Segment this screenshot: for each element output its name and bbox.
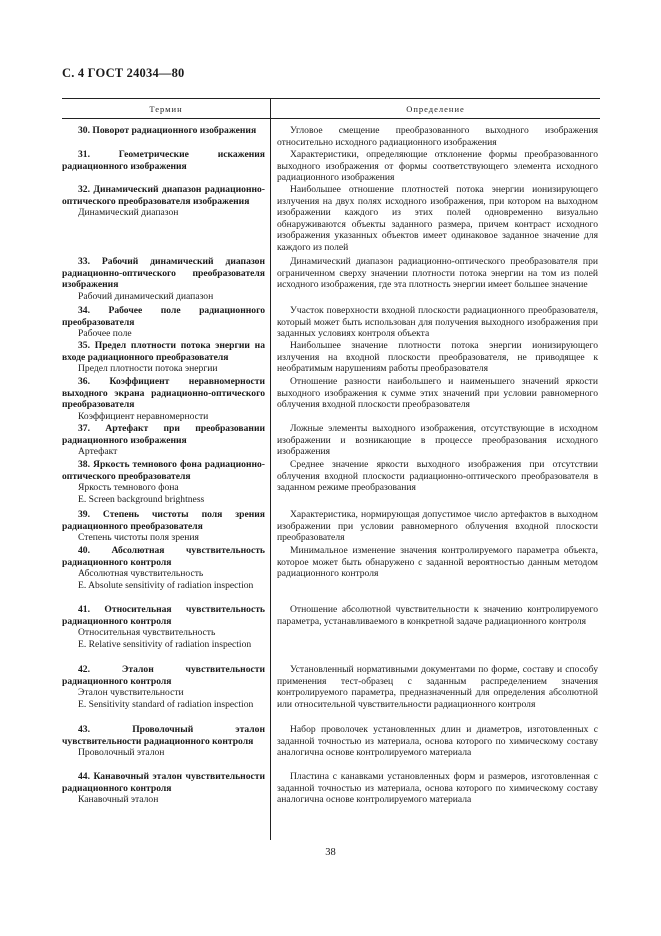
term-title: 37. Артефакт при преобразовании радиационного изображения — [62, 423, 265, 446]
term-synonym: Канавочный эталон — [78, 794, 159, 805]
term-english: E. Relative sensitivity of radiation inspection — [78, 638, 252, 650]
term-synonym: Рабочий динамический диапазон — [78, 290, 214, 302]
term-entry-39 — [62, 509, 265, 544]
term-entry-33 — [62, 256, 265, 302]
term-entry-40 — [62, 545, 265, 591]
term-title: 40. Абсолютная чувствительность радиационного контроля — [62, 545, 265, 568]
term-entry-38 — [62, 459, 265, 505]
terms-column — [62, 125, 265, 835]
definition-41: Отношение абсолютной чувствительности к значению контролируемого параметра, устанавливаемого в конкретной задаче радиационного контроля — [277, 604, 598, 627]
definition-32: Наибольшее отношение плотностей потока энергии ионизирующего излучения на двух полях исходного изображения, при котором на выходном изображении каждого из этих полей одновременно визуально обнаруживаются объекты заданного размера, причем контраст исходного изображения указанных объектов имеет одинаковое заданное значение для каждого из полей — [277, 184, 598, 253]
term-synonym: Динамический диапазон — [78, 207, 179, 218]
term-title: 32. Динамический диапазон радиационно-оптического преобразователя изображения — [62, 184, 265, 207]
term-entry-37 — [62, 423, 265, 458]
column-header-definition: Определение — [406, 104, 465, 114]
term-synonym: Проволочный эталон — [78, 747, 165, 758]
definition-35: Наибольшее значение плотности потока энергии ионизирующего излучения на входной плоскости преобразователя, не приводящее к необратимым нарушениям работы преобразователя — [277, 340, 598, 374]
term-title: 36. Коэффициент неравномерности выходного экрана радиационно-оптического преобразователя — [62, 376, 265, 410]
term-synonym: Абсолютная чувствительность — [78, 568, 204, 579]
definition-42: Установленный нормативными документами по форме, составу и способу применения тест-образец с заданным распределением значения контролируемого параметра, предназначенный для определения абсолютной или относительной чувствительности радиационного контроля — [277, 664, 598, 710]
definition-34: Участок поверхности входной плоскости радиационного преобразователя, который может быть использован для получения выходного изображения при заданных условиях контроля объекта — [277, 305, 598, 339]
definition-39: Характеристика, нормирующая допустимое число артефактов в выходном изображении при условии равномерного облучения входной плоскости преобразователя — [277, 509, 598, 543]
term-title: 42. Эталон чувствительности радиационного контроля — [62, 664, 265, 687]
term-title: 39. Степень чистоты поля зрения радиационного преобразователя — [62, 509, 265, 532]
column-divider — [270, 98, 271, 840]
definition-36: Отношение разности наибольшего и наименьшего значений яркости выходного изображения к сумме этих значений при условии равномерного облучения входной плоскости преобразователя — [277, 376, 598, 410]
term-entry-41 — [62, 604, 265, 650]
term-entry-44 — [62, 771, 265, 806]
column-header-terms: Термин — [149, 104, 183, 114]
term-title: 43. Проволочный эталон чувствительности радиационного контроля — [62, 724, 265, 747]
term-synonym: Коэффициент неравномерности — [78, 410, 209, 422]
term-entry-34 — [62, 305, 265, 340]
definition-33: Динамический диапазон радиационно-оптического преобразователя при ограниченном сверху значении плотности потока энергии на том из полей исходного изображения, где эта плотность энергии имеет большее значение — [277, 256, 598, 290]
term-synonym: Предел плотности потока энергии — [78, 363, 218, 374]
definition-38: Среднее значение яркости выходного изображения при отсутствии облучения входной плоскости радиационно-оптического преобразователя в заданном режиме преобразования — [277, 459, 598, 493]
term-title: 35. Предел плотности потока энергии на входе радиационного преобразователя — [62, 340, 265, 363]
term-entry-31 — [62, 149, 265, 172]
table-header-rule — [62, 118, 600, 119]
term-title: 38. Яркость темнового фона радиационно-оптического преобразователя — [62, 459, 265, 482]
page-number: 38 — [325, 847, 336, 858]
term-entry-43 — [62, 724, 265, 759]
term-entry-42 — [62, 664, 265, 710]
term-english: E. Screen background brightness — [78, 493, 205, 505]
term-synonym: Рабочее поле — [78, 328, 132, 339]
term-title: 31. Геометрические искажения радиационного изображения — [62, 149, 265, 172]
definition-44: Пластина с канавками установленных форм и размеров, изготовленная с заданной точностью из материала, основа которого по химическому составу аналогична основе контролируемого материала — [277, 771, 598, 805]
term-synonym: Относительная чувствительность — [78, 627, 216, 638]
term-synonym: Степень чистоты поля зрения — [78, 532, 199, 543]
term-entry-30 — [62, 125, 265, 137]
definition-40: Минимальное изменение значения контролируемого параметра объекта, которое может быть обнаружено с заданной вероятностью данным методом радиационного контроля — [277, 545, 598, 579]
term-english: E. Sensitivity standard of radiation inspection — [78, 698, 254, 710]
term-title: 30. Поворот радиационного изображения — [78, 125, 257, 136]
term-entry-35 — [62, 340, 265, 375]
term-synonym: Эталон чувствительности — [78, 687, 184, 698]
definition-30: Угловое смещение преобразованного выходного изображения относительно исходного радиационного изображения — [277, 125, 598, 148]
term-title: 41. Относительная чувствительность радиационного контроля — [62, 604, 265, 627]
definition-37: Ложные элементы выходного изображения, отсутствующие в исходном изображении и возникающие в процессе преобразования исходного изображения — [277, 423, 598, 457]
definition-31: Характеристики, определяющие отклонение формы преобразованного выходного изображения от формы соответствующего элемента исходного радиационного изображения — [277, 149, 598, 183]
term-english: E. Absolute sensitivity of radiation inspection — [78, 579, 254, 591]
term-synonym: Яркость темнового фона — [78, 482, 179, 493]
table-top-rule — [62, 98, 600, 99]
term-title: 33. Рабочий динамический диапазон радиационно-оптического преобразователя изображения — [62, 256, 265, 290]
definition-43: Набор проволочек установленных длин и диаметров, изготовленных с заданной точностью из материала, основа которого по химическому составу аналогична основе контролируемого материала — [277, 724, 598, 758]
definitions-column — [277, 125, 598, 835]
term-entry-32 — [62, 184, 265, 219]
term-synonym: Артефакт — [78, 446, 118, 457]
term-title: 34. Рабочее поле радиационного преобразователя — [62, 305, 265, 328]
page-header: С. 4 ГОСТ 24034—80 — [62, 66, 185, 80]
term-entry-36 — [62, 376, 265, 422]
term-title: 44. Канавочный эталон чувствительности радиационного контроля — [62, 771, 265, 794]
